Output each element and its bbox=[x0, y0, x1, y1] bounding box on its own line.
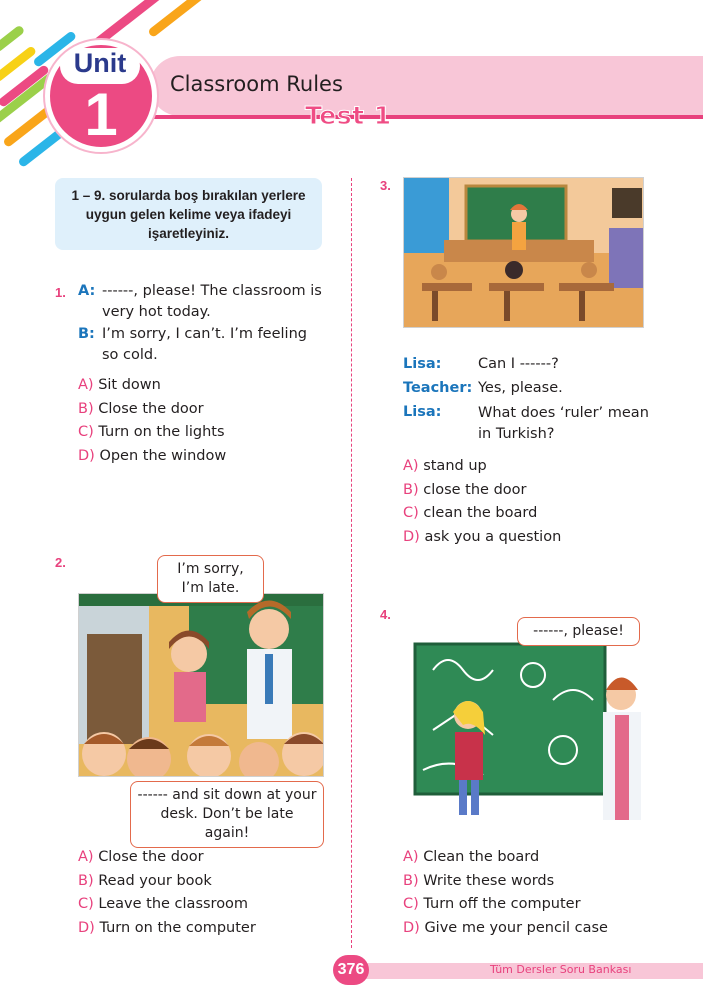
option-b[interactable]: B) Read your book bbox=[78, 872, 212, 889]
question-4-illustration bbox=[403, 640, 645, 820]
question-1-speaker-a: A: bbox=[78, 283, 96, 299]
option-c[interactable]: C) Leave the classroom bbox=[78, 896, 249, 912]
instruction-box: 1 – 9. sorularda boş bırakılan yerlere uygun gelen kelime veya ifadeyi işaretleyiniz. bbox=[55, 178, 322, 250]
unit-label: Unit bbox=[73, 48, 127, 78]
unit-number: 1 bbox=[84, 81, 118, 148]
page-title: Classroom Rules bbox=[170, 72, 343, 96]
question-2-options bbox=[78, 846, 256, 940]
footer-book-title: Tüm Dersler Soru Bankası bbox=[490, 963, 632, 976]
question-2-speech-bubble-top: I’m sorry, I’m late. bbox=[157, 555, 264, 603]
question-3-line-1: Can I ------? bbox=[478, 356, 559, 372]
question-4-options bbox=[403, 846, 608, 940]
option-d[interactable]: D) Open the window bbox=[78, 447, 227, 464]
question-2-speech-bubble-bottom: ------ and sit down at your desk. Don’t be late again! bbox=[130, 781, 324, 848]
classroom-illustration bbox=[404, 178, 644, 328]
question-3-illustration bbox=[403, 177, 644, 328]
question-4-number: 4. bbox=[380, 607, 391, 622]
option-a[interactable]: A) Close the door bbox=[78, 849, 204, 865]
question-3-line-3: What does ‘ruler’ mean in Turkish? bbox=[478, 405, 649, 442]
column-divider bbox=[351, 178, 352, 948]
option-c[interactable]: C) Turn off the computer bbox=[403, 896, 581, 912]
question-3-number: 3. bbox=[380, 178, 391, 193]
option-d[interactable]: D) Turn on the computer bbox=[78, 919, 256, 936]
question-1-options bbox=[78, 374, 226, 468]
question-1-speaker-b: B: bbox=[78, 326, 95, 342]
question-3-speaker-3: Lisa: bbox=[403, 404, 442, 420]
question-1-line-b: I’m sorry, I can’t. I’m feeling so cold. bbox=[102, 326, 307, 363]
header-underline bbox=[150, 115, 703, 119]
page-number: 376 bbox=[333, 955, 369, 985]
question-2-number: 2. bbox=[55, 555, 66, 570]
option-b[interactable]: B) close the door bbox=[403, 481, 527, 498]
option-b[interactable]: B) Close the door bbox=[78, 400, 204, 417]
option-c[interactable]: C) clean the board bbox=[403, 505, 538, 521]
question-1-line-a: ------, please! The classroom is very hot today. bbox=[102, 283, 322, 320]
late-student-illustration bbox=[79, 594, 324, 777]
option-a[interactable]: A) Clean the board bbox=[403, 849, 540, 865]
question-4-speech-bubble: ------, please! bbox=[517, 617, 640, 646]
test-title: Test 1 bbox=[305, 101, 392, 130]
question-3-speaker-2: Teacher: bbox=[403, 380, 473, 396]
option-b[interactable]: B) Write these words bbox=[403, 872, 555, 889]
question-1-number: 1. bbox=[55, 285, 66, 300]
option-a[interactable]: A) Sit down bbox=[78, 377, 161, 393]
option-d[interactable]: D) ask you a question bbox=[403, 528, 562, 545]
option-a[interactable]: A) stand up bbox=[403, 458, 487, 474]
question-2-illustration bbox=[78, 593, 324, 777]
option-d[interactable]: D) Give me your pencil case bbox=[403, 919, 608, 936]
question-3-options bbox=[403, 455, 561, 549]
question-3-line-2: Yes, please. bbox=[478, 380, 563, 396]
board-cleaning-illustration bbox=[403, 640, 645, 820]
option-c[interactable]: C) Turn on the lights bbox=[78, 424, 225, 440]
question-3-speaker-1: Lisa: bbox=[403, 356, 442, 372]
